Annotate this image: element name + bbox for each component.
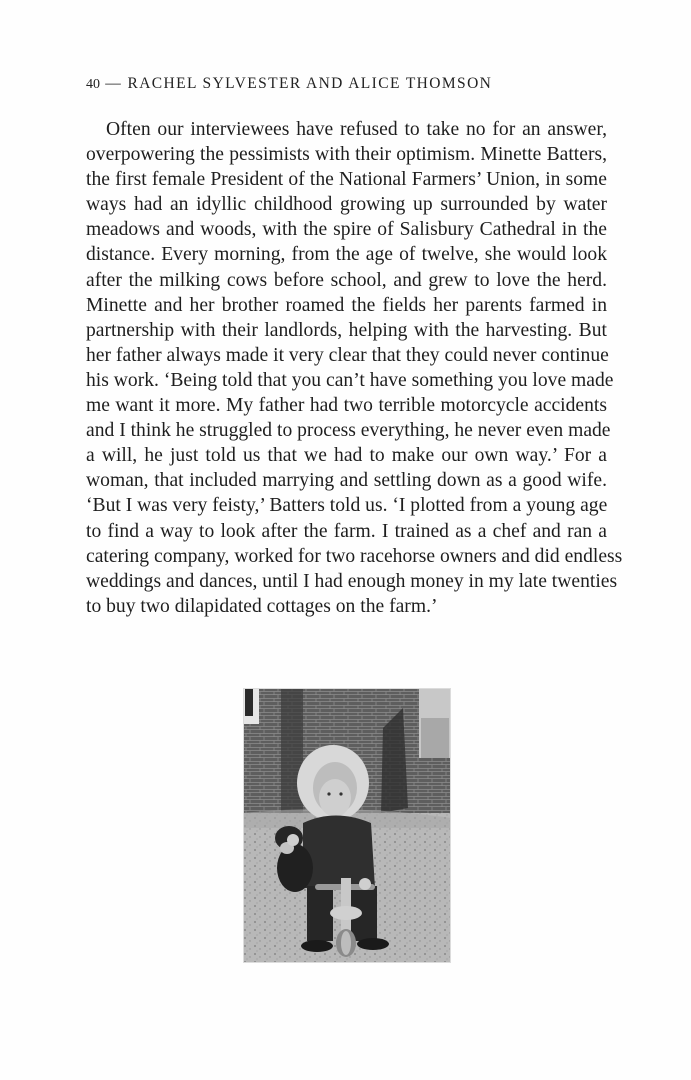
running-head-title: RACHEL SYLVESTER AND ALICE THOMSON [127,75,493,92]
text-line: his work. ‘Being told that you can’t have something you love made [86,369,614,391]
text-line: partnership with their landlords, helping with the harvesting. But [86,319,607,341]
text-line: ‘But I was very feisty,’ Batters told us. ‘I plotted from a young age [86,495,608,517]
text-line: Minette and her brother roamed the fields her parents farmed in [86,294,607,316]
text-line: meadows and woods, with the spire of Salisbury Cathedral in the [86,219,607,241]
text-line: and I think he struggled to process everything, he never even made [86,420,611,442]
text-line: woman, that included marrying and settling down as a good wife. [86,470,607,492]
text-line: ways had an idyllic childhood growing up surrounded by water [86,194,607,216]
child-on-tricycle-photo [243,688,451,963]
running-head [86,75,492,93]
text-line: weddings and dances, until I had enough money in my late twenties [86,570,618,592]
running-head-separator: — [100,75,128,92]
text-line: Often our interviewees have refused to take no for an answer, [106,119,607,140]
text-line: to buy two dilapidated cottages on the farm.’ [86,595,438,617]
text-line: overpowering the pessimists with their optimism. Minette Batters, [86,144,607,166]
text-line: catering company, worked for two racehorse owners and did endless [86,545,623,567]
page-number: 40 [86,77,100,92]
text-line: a will, he just told us that we had to make our own way.’ For a [86,445,607,467]
text-line: me want it more. My father had two terrible motorcycle accidents [86,395,607,417]
text-line: her father always made it very clear that they could never continue [86,344,609,366]
photo-image [243,688,451,963]
text-line: distance. Every morning, from the age of twelve, she would look [86,244,607,266]
text-line: to find a way to look after the farm. I trained as a chef and ran a [86,520,607,542]
text-line: the first female President of the National Farmers’ Union, in some [86,169,607,191]
body-paragraph [86,117,623,619]
text-line: after the milking cows before school, and grew to love the herd. [86,269,607,291]
